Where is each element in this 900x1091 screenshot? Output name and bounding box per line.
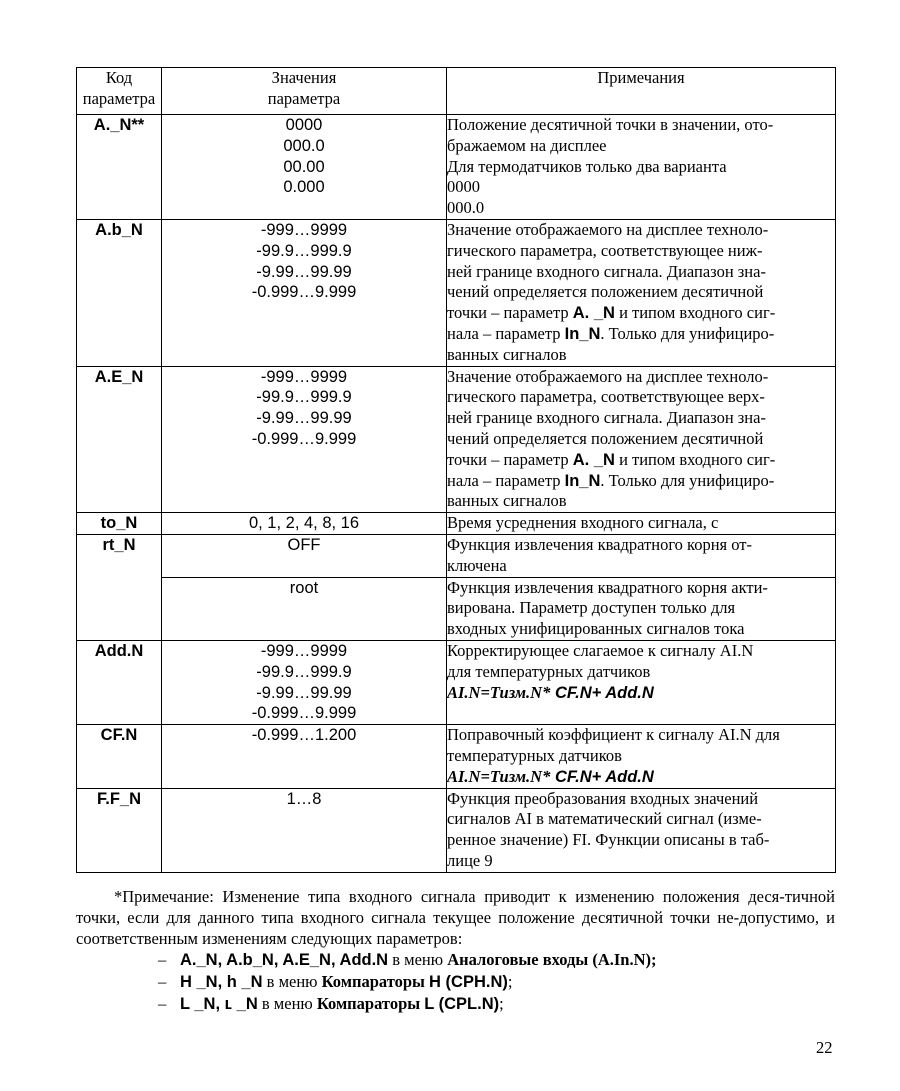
param-note: Корректирующее слагаемое к сигналу AI.N для температурных датчиков AI.N=Тизм.N* CF.N+ Add.N [447, 640, 836, 724]
param-ref: In_N [564, 471, 601, 490]
param-note: Значение отображаемого на дисплее техноло- гического параметра, соответствующее ниж- ней границе входного сигнала. Диапазон зна- чений определяется положением десятичной точки – параметр A. _N и типом входного сиг- нала – параметр In_N. Только для унифициро- ванных сигналов [447, 219, 836, 366]
header-values: Значения параметра [162, 68, 447, 115]
table-row [77, 788, 836, 872]
param-code: to_N [77, 513, 162, 535]
list-item: – A._N, A.b_N, A.E_N, Add.N в меню Аналоговые входы (A.In.N); [158, 950, 657, 969]
param-code: Add.N [77, 640, 162, 724]
param-values: 1…8 [162, 788, 447, 872]
param-note: Время усреднения входного сигнала, с [447, 513, 836, 535]
param-note: Поправочный коэффициент к сигналу AI.N для температурных датчиков AI.N=Тизм.N* CF.N+ Add.N [447, 725, 836, 788]
param-ref: A. _N [572, 450, 615, 469]
formula: AI.N=Тизм.N* CF.N+ Add.N [447, 766, 654, 786]
footnote [76, 886, 835, 1015]
table-row [77, 725, 836, 788]
param-values: -999…9999 -99.9…999.9 -9.99…99.99 -0.999…9.999 [162, 219, 447, 366]
param-ref: A. _N [572, 304, 615, 323]
param-values: root [162, 577, 447, 640]
param-values: 0000 000.0 00.00 0.000 [162, 115, 447, 220]
param-note: Значение отображаемого на дисплее техноло- гического параметра, соответствующее верх- ней границе входного сигнала. Диапазон зна- чений определяется положением десятичной точки – параметр A. _N и типом входного сиг- нала – параметр In_N. Только для унифициро- ванных сигналов [447, 366, 836, 513]
param-values: -999…9999 -99.9…999.9 -9.99…99.99 -0.999…9.999 [162, 640, 447, 724]
list-item: – L _N, ʟ _N в меню Компараторы L (CPL.N); [158, 994, 504, 1013]
table-header-row [77, 68, 836, 115]
list-item: – H _N, h _N в меню Компараторы H (CPH.N); [158, 972, 513, 991]
table-row [77, 366, 836, 513]
param-values: OFF [162, 534, 447, 577]
param-values: -999…9999 -99.9…999.9 -9.99…99.99 -0.999…9.999 [162, 366, 447, 513]
param-note: Функция извлечения квадратного корня акти- вирована. Параметр доступен только для входных унифицированных сигналов тока [447, 577, 836, 640]
param-code: A._N** [77, 115, 162, 220]
param-code: A.E_N [77, 366, 162, 513]
table-row [77, 640, 836, 724]
table-row [77, 513, 836, 535]
parameters-table [76, 67, 836, 873]
header-notes: Примечания [447, 68, 836, 115]
header-code: Код параметра [77, 68, 162, 115]
param-code: F.F_N [77, 788, 162, 872]
page-number: 22 [816, 1038, 833, 1057]
param-values: -0.999…1.200 [162, 725, 447, 788]
footnote-text: *Примечание: Изменение типа входного сигнала приводит к изменению положения деся-тичной точки, если для данного типа входного сигнала текущее положение десятичной точки не-допустимо, и соответственным изменениям следующих параметров: [76, 887, 835, 948]
formula: AI.N=Тизм.N* CF.N+ Add.N [447, 682, 654, 702]
table-row [77, 577, 836, 640]
param-values: 0, 1, 2, 4, 8, 16 [162, 513, 447, 535]
table-row [77, 219, 836, 366]
param-note: Функция преобразования входных значений сигналов AI в математический сигнал (изме- ренное значение) FI. Функции описаны в таб- лице 9 [447, 788, 836, 872]
param-ref: In_N [564, 324, 601, 343]
param-code: rt_N [77, 534, 162, 640]
param-code: A.b_N [77, 219, 162, 366]
param-code: CF.N [77, 725, 162, 788]
footnote-list [76, 949, 835, 1015]
param-note: Положение десятичной точки в значении, ото- бражаемом на дисплее Для термодатчиков только два варианта 0000 000.0 [447, 115, 836, 220]
table-row [77, 534, 836, 577]
param-note: Функция извлечения квадратного корня от- ключена [447, 534, 836, 577]
table-row [77, 115, 836, 220]
